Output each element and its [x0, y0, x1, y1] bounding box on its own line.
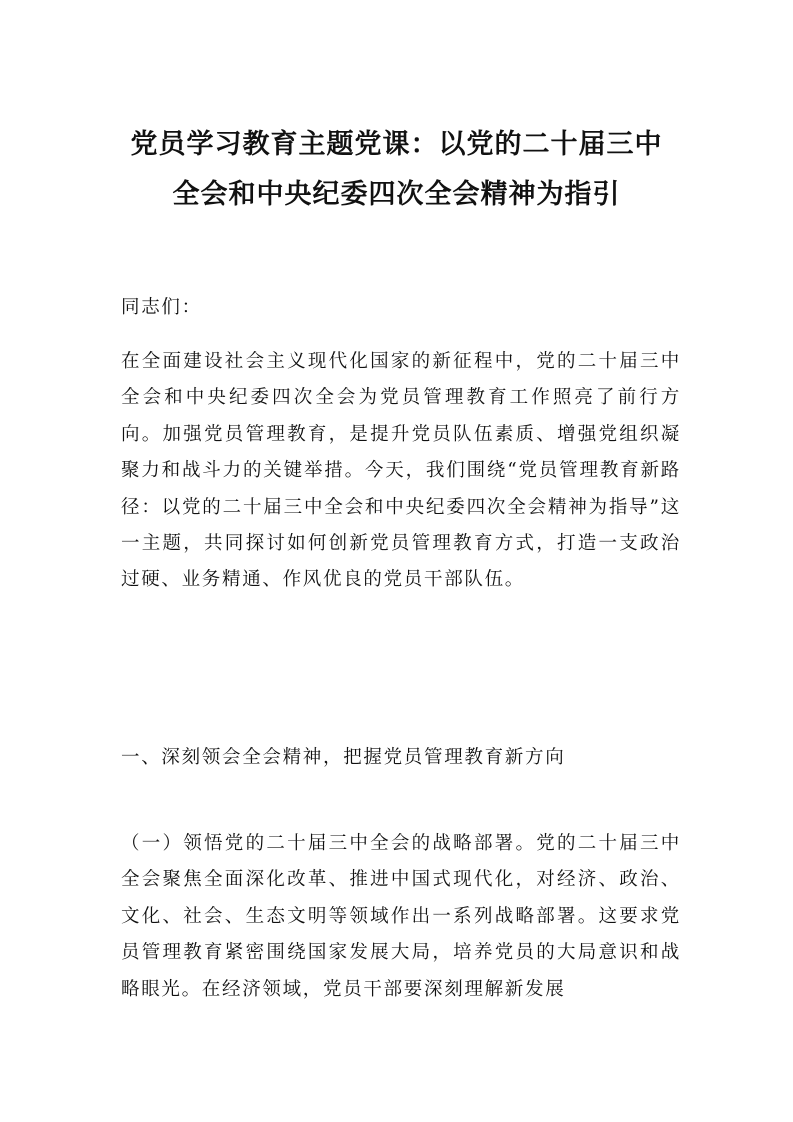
section-heading-1: 一、深刻领会全会精神，把握党员管理教育新方向: [121, 747, 566, 768]
title-line-2: 全会和中央纪委四次全会精神为指引: [172, 179, 621, 210]
document-title: [110, 120, 683, 220]
title-line-1: 党员学习教育主题党课：以党的二十届三中: [130, 129, 663, 160]
body-paragraph-2: （一）领悟党的二十届三中全会的战略部署。党的二十届三中全会聚焦全面深化改革、推进中国式现代化，对经济、政治、文化、社会、生态文明等领域作出一系列战略部署。这要求党员管理教育紧密围绕国家发展大局，培养党员的大局意识和战略眼光。在经济领域，党员干部要深刻理解新发展: [121, 833, 681, 1000]
greeting: 同志们：: [121, 297, 202, 318]
body-paragraph-1: 在全面建设社会主义现代化国家的新征程中，党的二十届三中全会和中央纪委四次全会为党员管理教育工作照亮了前行方向。加强党员管理教育，是提升党员队伍素质、增强党组织凝聚力和战斗力的关键举措。今天，我们围绕“党员管理教育新路径：以党的二十届三中全会和中央纪委四次全会精神为指导”这一主题，共同探讨如何创新党员管理教育方式，打造一支政治过硬、业务精通、作风优良的党员干部队伍。: [121, 351, 681, 591]
